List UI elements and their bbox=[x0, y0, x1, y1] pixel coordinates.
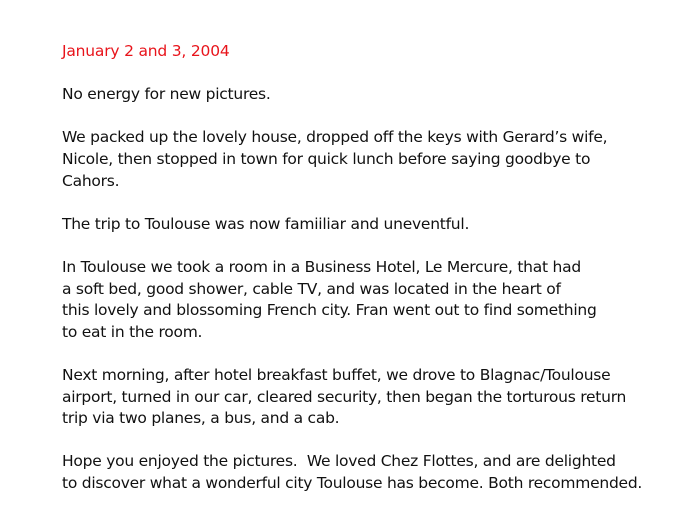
paragraph-line: Hope you enjoyed the pictures. We loved Chez Flottes, and are delighted bbox=[62, 452, 616, 471]
paragraph-no-energy bbox=[62, 84, 692, 106]
paragraph-line: to discover what a wonderful city Toulouse has become. Both recommended. bbox=[62, 473, 643, 492]
paragraph-line: The trip to Toulouse was now famiiliar and uneventful. bbox=[62, 214, 470, 233]
paragraph-line: a soft bed, good shower, cable TV, and was located in the heart of bbox=[62, 279, 561, 298]
paragraph-next-morning bbox=[62, 365, 692, 430]
paragraph-line: We packed up the lovely house, dropped off the keys with Gerard’s wife, bbox=[62, 128, 608, 147]
paragraph-hotel bbox=[62, 257, 692, 343]
paragraph-line: In Toulouse we took a room in a Business Hotel, Le Mercure, that had bbox=[62, 257, 581, 276]
paragraph-line: Next morning, after hotel breakfast buffet, we drove to Blagnac/Toulouse bbox=[62, 365, 611, 384]
paragraph-line: this lovely and blossoming French city. Fran went out to find something bbox=[62, 301, 597, 320]
paragraph-line: trip via two planes, a bus, and a cab. bbox=[62, 409, 340, 428]
paragraph-line: Nicole, then stopped in town for quick lunch before saying goodbye to bbox=[62, 149, 591, 168]
paragraph-packed-up bbox=[62, 127, 692, 192]
paragraph-line: airport, turned in our car, cleared security, then began the torturous return bbox=[62, 387, 627, 406]
entry-date: January 2 and 3, 2004 bbox=[62, 42, 230, 60]
paragraph-trip bbox=[62, 214, 692, 236]
paragraph-line: Cahors. bbox=[62, 171, 120, 190]
paragraph-line: to eat in the room. bbox=[62, 322, 203, 341]
paragraph-line: No energy for new pictures. bbox=[62, 85, 271, 104]
paragraph-hope bbox=[62, 451, 692, 494]
journal-page bbox=[62, 41, 692, 516]
